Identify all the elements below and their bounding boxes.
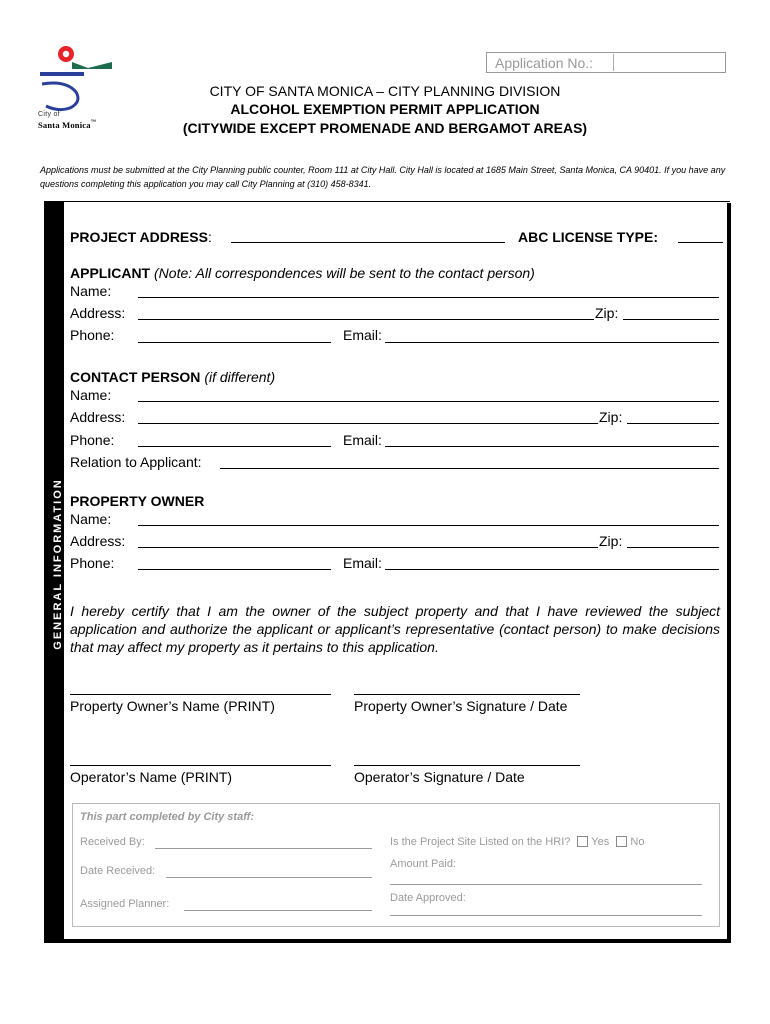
operator-signature-field[interactable]	[354, 765, 580, 766]
contact-name-label: Name:	[70, 387, 112, 403]
hri-no-label: No	[630, 836, 645, 848]
header-subtitle: (CITYWIDE EXCEPT PROMENADE AND BERGAMOT AREAS)	[182, 120, 588, 136]
project-address-label: PROJECT ADDRESS:	[70, 229, 212, 245]
application-number-label: Application No.:	[495, 55, 594, 71]
owner-email-field[interactable]	[385, 569, 719, 570]
section-right-border	[727, 203, 731, 943]
hri-question: Is the Project Site Listed on the HRI? Yes No	[390, 836, 645, 848]
owner-heading: PROPERTY OWNER	[70, 493, 205, 509]
owner-print-name-field[interactable]	[70, 694, 331, 695]
abc-license-field[interactable]	[678, 242, 723, 243]
contact-email-label: Email:	[343, 432, 382, 448]
owner-signature-field[interactable]	[354, 694, 580, 695]
date-received-label: Date Received:	[80, 865, 156, 877]
contact-heading: CONTACT PERSON (if different)	[70, 369, 276, 385]
contact-email-field[interactable]	[385, 446, 719, 447]
contact-zip-label: Zip:	[599, 409, 623, 425]
contact-name-field[interactable]	[138, 401, 719, 402]
date-approved-label: Date Approved:	[390, 892, 466, 904]
contact-address-field[interactable]	[138, 423, 598, 424]
applicant-name-label: Name:	[70, 283, 112, 299]
applicant-phone-field[interactable]	[138, 342, 331, 343]
applicant-email-label: Email:	[343, 327, 382, 343]
project-address-field[interactable]	[231, 242, 505, 243]
owner-address-field[interactable]	[138, 547, 598, 548]
amount-paid-field[interactable]	[390, 884, 702, 885]
operator-print-name-label: Operator’s Name (PRINT)	[70, 769, 233, 785]
contact-zip-field[interactable]	[627, 423, 719, 424]
owner-phone-label: Phone:	[70, 555, 115, 571]
certification-statement: I hereby certify that I am the owner of the subject property and that I have reviewed the subject application and authorize the applicant or applicant’s representative (contact person) to make decisions that may affect my property as it pertains to this application.	[70, 603, 720, 655]
owner-name-label: Name:	[70, 511, 112, 527]
owner-email-label: Email:	[343, 555, 382, 571]
owner-signature-label: Property Owner’s Signature / Date	[354, 698, 568, 714]
section-bottom-border	[44, 939, 731, 943]
applicant-zip-field[interactable]	[623, 319, 719, 320]
contact-phone-label: Phone:	[70, 432, 115, 448]
relation-field[interactable]	[220, 468, 719, 469]
logo-city-of: City of	[38, 111, 60, 118]
received-by-label: Received By:	[80, 836, 145, 848]
contact-address-label: Address:	[70, 409, 126, 425]
application-number-box	[486, 52, 726, 73]
intro-text: Applications must be submitted at the City Planning public counter, Room 111 at City Hall. City Hall is located at 1685 Main Street, Santa Monica, CA 90401. If you have any questions completing this application you may call City Planning at (310) 458-8341.	[40, 165, 726, 189]
applicant-email-field[interactable]	[385, 342, 719, 343]
owner-address-label: Address:	[70, 533, 126, 549]
hri-yes-checkbox[interactable]	[577, 836, 588, 847]
applicant-heading: APPLICANT (Note: All correspondences will be sent to the contact person)	[70, 265, 535, 281]
contact-phone-field[interactable]	[138, 446, 331, 447]
received-by-field[interactable]	[155, 848, 372, 849]
header-title: ALCOHOL EXEMPTION PERMIT APPLICATION	[230, 101, 540, 117]
hri-no-checkbox[interactable]	[616, 836, 627, 847]
amount-paid-label: Amount Paid:	[390, 858, 457, 870]
applicant-address-label: Address:	[70, 305, 126, 321]
application-number-field[interactable]	[613, 54, 724, 71]
date-received-field[interactable]	[166, 877, 372, 878]
relation-label: Relation to Applicant:	[70, 454, 202, 470]
owner-name-field[interactable]	[138, 525, 719, 526]
owner-zip-field[interactable]	[627, 547, 719, 548]
operator-signature-label: Operator’s Signature / Date	[354, 769, 525, 785]
hri-yes-label: Yes	[591, 836, 610, 848]
applicant-address-field[interactable]	[138, 319, 594, 320]
applicant-zip-label: Zip:	[595, 305, 619, 321]
owner-zip-label: Zip:	[599, 533, 623, 549]
applicant-phone-label: Phone:	[70, 327, 115, 343]
owner-print-name-label: Property Owner’s Name (PRINT)	[70, 698, 275, 714]
owner-phone-field[interactable]	[138, 569, 331, 570]
assigned-planner-label: Assigned Planner:	[80, 898, 170, 910]
staff-box-title: This part completed by City staff:	[80, 811, 254, 823]
logo-wordmark: Santa Monica™	[38, 120, 96, 130]
operator-print-name-field[interactable]	[70, 765, 331, 766]
date-approved-field[interactable]	[390, 915, 702, 916]
section-side-label: GENERAL INFORMATION	[52, 478, 64, 650]
abc-license-label: ABC LICENSE TYPE:	[518, 229, 659, 245]
applicant-name-field[interactable]	[138, 297, 719, 298]
header-division: CITY OF SANTA MONICA – CITY PLANNING DIVISION	[209, 83, 561, 99]
assigned-planner-field[interactable]	[184, 910, 372, 911]
